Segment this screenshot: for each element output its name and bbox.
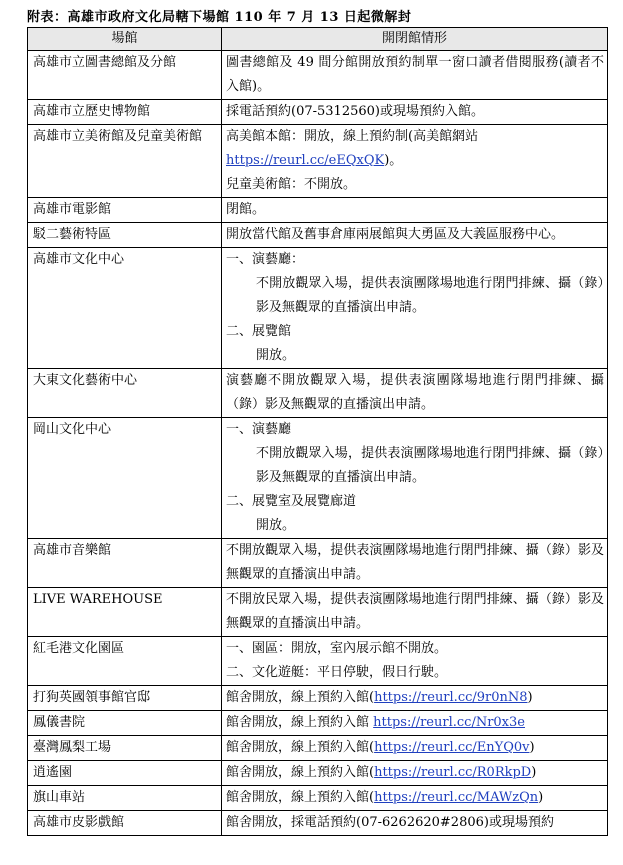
header-venue: 場館 (28, 28, 222, 51)
status-line: 演藝廳不開放觀眾入場，提供表演團隊場地進行閉門排練、攝（錄）影及無觀眾的直播演出申請。 (226, 373, 604, 412)
venue-status (222, 588, 608, 637)
document-title: 附表：高雄市政府文化局轄下場館 110 年 7 月 13 日起微解封 (27, 10, 412, 25)
venue-status (222, 248, 608, 369)
status-line (226, 686, 604, 710)
venue-status (222, 198, 608, 223)
status-line: 不開放民眾入場，提供表演團隊場地進行閉門排練、攝（錄）影及無觀眾的直播演出申請。 (226, 592, 604, 631)
table-row (28, 637, 608, 686)
status-line: 圖書總館及 49 間分館開放預約制單一窗口讀者借閱服務(讀者不入館)。 (226, 55, 604, 94)
table-row (28, 198, 608, 223)
status-line: 開放。 (256, 348, 296, 363)
venue-status (222, 100, 608, 125)
venue-name: 高雄市立美術館及兒童美術館 (28, 125, 222, 198)
venue-status (222, 786, 608, 811)
reservation-link[interactable]: https://reurl.cc/Nr0x3e (373, 715, 525, 730)
venue-name: 高雄市文化中心 (28, 248, 222, 369)
venue-name: 高雄市立歷史博物館 (28, 100, 222, 125)
status-line: 二、文化遊艇：平日停駛，假日行駛。 (226, 665, 448, 680)
status-line (226, 761, 604, 785)
venue-status (222, 223, 608, 248)
status-text: ) (529, 740, 535, 755)
status-line: 不開放觀眾入場，提供表演團隊場地進行閉門排練、攝（錄）影及無觀眾的直播演出申請。 (256, 446, 604, 485)
status-line: 二、展覽館 (226, 324, 292, 339)
venue-status-table (27, 27, 608, 836)
venue-status (222, 418, 608, 539)
status-line (226, 711, 604, 735)
venue-name: 高雄市電影館 (28, 198, 222, 223)
status-line: 館舍開放，採電話預約(07-6262620#2806)或現場預約 (226, 815, 554, 830)
table-row (28, 100, 608, 125)
status-line: 高美館本館：開放，線上預約制(高美館網站 (226, 129, 479, 144)
venue-name: 大東文化藝術中心 (28, 369, 222, 418)
table-row (28, 248, 608, 369)
status-line: 採電話預約(07-5312560)或現場預約入館。 (226, 104, 484, 119)
status-text: ) (531, 765, 537, 780)
status-text: ) (527, 690, 533, 705)
venue-name: 鳳儀書院 (28, 711, 222, 736)
reservation-link[interactable]: https://reurl.cc/eEQxQK (226, 153, 385, 168)
status-text: ) (538, 790, 544, 805)
venue-name: 旗山車站 (28, 786, 222, 811)
status-line (226, 736, 604, 760)
reservation-link[interactable]: https://reurl.cc/9r0nN8 (374, 690, 528, 705)
table-row (28, 418, 608, 539)
venue-name: 臺灣鳳梨工場 (28, 736, 222, 761)
table-row (28, 711, 608, 736)
venue-status (222, 125, 608, 198)
table-row (28, 761, 608, 786)
status-line: 閉館。 (226, 202, 266, 217)
table-header-row (28, 28, 608, 51)
table-row (28, 786, 608, 811)
status-text: 館舍開放，線上預約入館( (226, 765, 375, 780)
status-line: 不開放觀眾入場，提供表演團隊場地進行閉門排練、攝（錄）影及無觀眾的直播演出申請。 (226, 543, 604, 582)
venue-name: 岡山文化中心 (28, 418, 222, 539)
status-line: 一、演藝廳： (226, 252, 305, 267)
status-text: 館舍開放，線上預約入館( (226, 740, 375, 755)
venue-status (222, 369, 608, 418)
header-status: 開閉館情形 (222, 28, 608, 51)
venue-name: 高雄市皮影戲館 (28, 811, 222, 836)
venue-name: 打狗英國領事館官邸 (28, 686, 222, 711)
table-row (28, 736, 608, 761)
status-text: 館舍開放，線上預約入館 (226, 715, 374, 730)
table-row (28, 811, 608, 836)
status-line: 開放當代館及舊事倉庫兩展館與大勇區及大義區服務中心。 (226, 227, 565, 242)
venue-status (222, 686, 608, 711)
venue-name: 駁二藝術特區 (28, 223, 222, 248)
venue-name: 逍遙園 (28, 761, 222, 786)
status-line: 二、展覽室及展覽廊道 (226, 494, 357, 509)
venue-name: 高雄市立圖書總館及分館 (28, 51, 222, 100)
table-row (28, 125, 608, 198)
status-line (226, 786, 604, 810)
status-line: 不開放觀眾入場，提供表演團隊場地進行閉門排練、攝（錄）影及無觀眾的直播演出申請。 (256, 276, 604, 315)
status-text: 館舍開放，線上預約入館( (226, 790, 375, 805)
reservation-link[interactable]: https://reurl.cc/R0RkpD (374, 765, 532, 780)
status-line: 一、園區：開放，室內展示館不開放。 (226, 641, 448, 656)
venue-status (222, 761, 608, 786)
table-row (28, 686, 608, 711)
venue-status (222, 736, 608, 761)
venue-status (222, 711, 608, 736)
status-line: 開放。 (256, 518, 296, 533)
status-text: 館舍開放，線上預約入館( (226, 690, 375, 705)
table-row (28, 223, 608, 248)
venue-status (222, 811, 608, 836)
venue-status (222, 51, 608, 100)
status-line: 一、演藝廳 (226, 422, 292, 437)
venue-status (222, 637, 608, 686)
table-row (28, 51, 608, 100)
reservation-link[interactable]: https://reurl.cc/MAWzQn (374, 790, 539, 805)
table-row (28, 369, 608, 418)
venue-status (222, 539, 608, 588)
venue-name: 紅毛港文化園區 (28, 637, 222, 686)
reservation-link[interactable]: https://reurl.cc/EnYQ0v (374, 740, 530, 755)
status-text: )。 (384, 153, 403, 168)
venue-name: LIVE WAREHOUSE (28, 588, 222, 637)
table-row (28, 539, 608, 588)
status-line: 兒童美術館：不開放。 (226, 177, 357, 192)
venue-name: 高雄市音樂館 (28, 539, 222, 588)
table-row (28, 588, 608, 637)
status-line (226, 149, 604, 173)
